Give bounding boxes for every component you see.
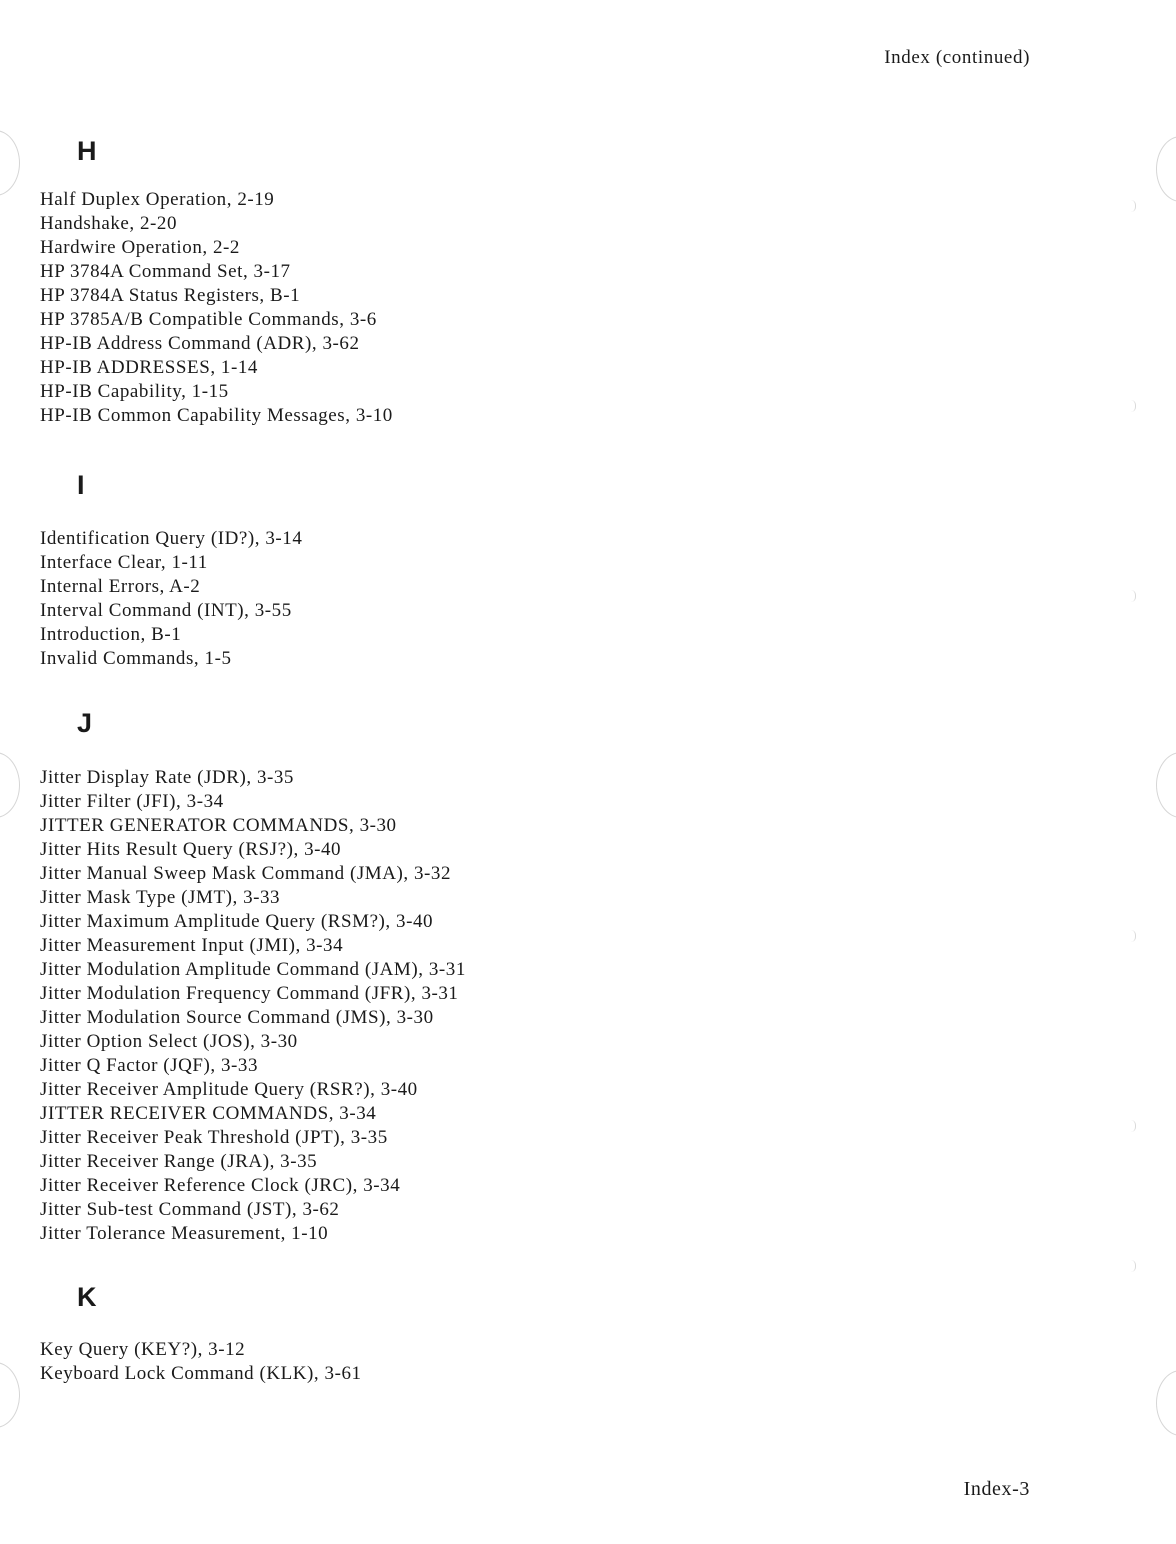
section-letter: K	[77, 1282, 97, 1312]
index-entry: Jitter Mask Type (JMT), 3-33	[40, 887, 281, 908]
index-entry: Internal Errors, A-2	[40, 576, 201, 597]
index-entries	[40, 527, 302, 671]
index-entry: HP 3785A/B Compatible Commands, 3-6	[40, 309, 377, 330]
binder-hole-shadow	[1156, 752, 1176, 818]
index-entry: Interface Clear, 1-11	[40, 552, 208, 573]
index-entry: Jitter Sub-test Command (JST), 3-62	[40, 1199, 340, 1220]
index-section-k	[40, 1284, 362, 1386]
binder-hole-shadow	[1156, 136, 1176, 202]
scan-edge-mark	[1131, 930, 1136, 942]
index-entry: Jitter Modulation Source Command (JMS), 3-30	[40, 1007, 434, 1028]
scan-edge-mark	[1131, 400, 1136, 412]
scan-edge-mark	[1131, 200, 1136, 212]
page-number: Index-3	[963, 1478, 1030, 1500]
index-section-h	[40, 138, 393, 428]
index-entry: Jitter Tolerance Measurement, 1-10	[40, 1223, 329, 1244]
scan-edge-mark	[1131, 590, 1136, 602]
index-entry: HP-IB ADDRESSES, 1-14	[40, 357, 258, 378]
index-entry: Jitter Receiver Reference Clock (JRC), 3-34	[40, 1175, 401, 1196]
index-entry: Jitter Receiver Peak Threshold (JPT), 3-35	[40, 1127, 388, 1148]
binder-hole-shadow	[0, 130, 20, 196]
index-section-i	[40, 472, 302, 671]
index-entry: HP 3784A Status Registers, B-1	[40, 285, 301, 306]
index-entry: Hardwire Operation, 2-2	[40, 237, 240, 258]
index-entries	[40, 1338, 362, 1386]
index-entry: Jitter Display Rate (JDR), 3-35	[40, 767, 294, 788]
index-entry: Keyboard Lock Command (KLK), 3-61	[40, 1363, 362, 1384]
index-entry: JITTER RECEIVER COMMANDS, 3-34	[40, 1103, 377, 1124]
binder-hole-shadow	[0, 752, 20, 818]
index-entries	[40, 766, 466, 1246]
index-entry: Jitter Receiver Range (JRA), 3-35	[40, 1151, 318, 1172]
index-entry: Introduction, B-1	[40, 624, 182, 645]
scan-edge-mark	[1131, 1260, 1136, 1272]
index-entry: Jitter Modulation Frequency Command (JFR), 3-31	[40, 983, 459, 1004]
index-entry: Handshake, 2-20	[40, 213, 177, 234]
index-entry: Jitter Manual Sweep Mask Command (JMA), 3-32	[40, 863, 452, 884]
section-letter: I	[77, 470, 85, 500]
index-entry: Jitter Q Factor (JQF), 3-33	[40, 1055, 259, 1076]
index-entry: Invalid Commands, 1-5	[40, 648, 232, 669]
index-entry: Jitter Measurement Input (JMI), 3-34	[40, 935, 344, 956]
index-entry: HP-IB Capability, 1-15	[40, 381, 229, 402]
index-entry: Jitter Hits Result Query (RSJ?), 3-40	[40, 839, 342, 860]
index-entry: Half Duplex Operation, 2-19	[40, 189, 275, 210]
scan-edge-mark	[1131, 1120, 1136, 1132]
index-section-j	[40, 710, 466, 1246]
section-letter: H	[77, 136, 97, 166]
index-entry: Jitter Maximum Amplitude Query (RSM?), 3-40	[40, 911, 434, 932]
index-entry: HP 3784A Command Set, 3-17	[40, 261, 291, 282]
index-entry: Identification Query (ID?), 3-14	[40, 528, 303, 549]
running-header: Index (continued)	[884, 47, 1030, 68]
index-entry: Jitter Modulation Amplitude Command (JAM), 3-31	[40, 959, 466, 980]
section-letter: J	[77, 708, 93, 738]
index-entry: HP-IB Common Capability Messages, 3-10	[40, 405, 393, 426]
binder-hole-shadow	[1156, 1370, 1176, 1436]
binder-hole-shadow	[0, 1362, 20, 1428]
index-entry: Interval Command (INT), 3-55	[40, 600, 292, 621]
index-entry: Jitter Receiver Amplitude Query (RSR?), 3-40	[40, 1079, 418, 1100]
index-entry: Jitter Option Select (JOS), 3-30	[40, 1031, 298, 1052]
index-entry: Key Query (KEY?), 3-12	[40, 1339, 246, 1360]
index-entries	[40, 188, 393, 428]
index-entry: JITTER GENERATOR COMMANDS, 3-30	[40, 815, 397, 836]
index-entry: Jitter Filter (JFI), 3-34	[40, 791, 224, 812]
index-entry: HP-IB Address Command (ADR), 3-62	[40, 333, 360, 354]
